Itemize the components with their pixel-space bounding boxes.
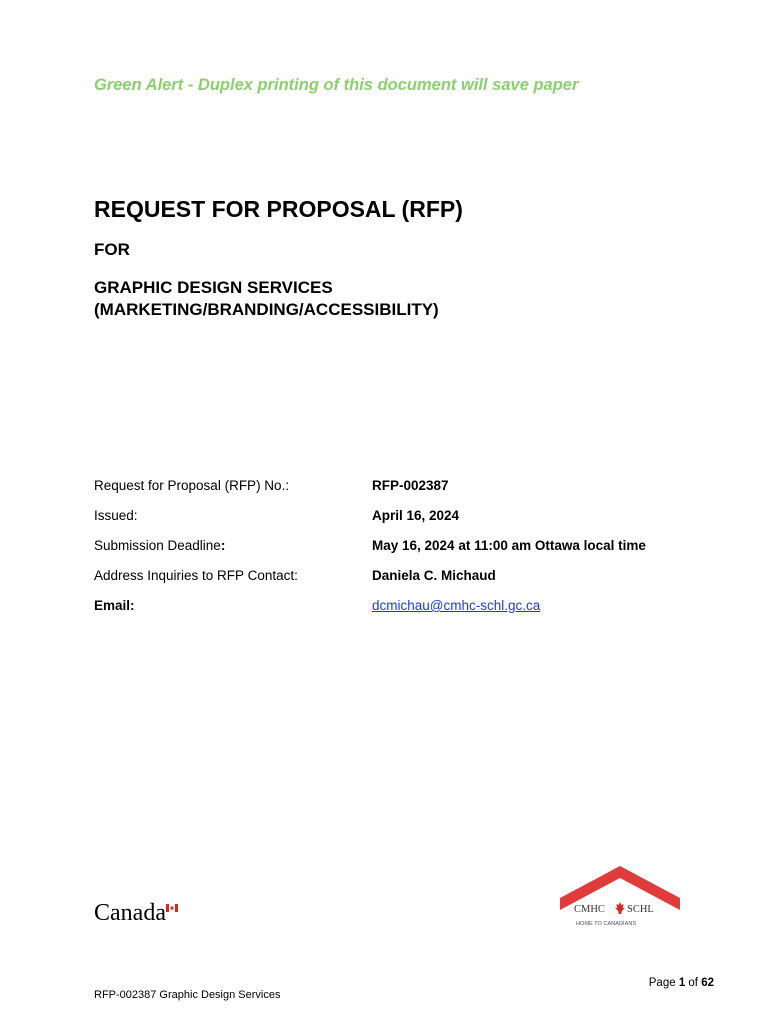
contact-row	[94, 568, 714, 598]
issued-value: April 16, 2024	[372, 508, 460, 523]
page-total: 62	[701, 977, 714, 989]
cmhc-tagline: HOME TO CANADIANS	[576, 921, 637, 927]
email-link[interactable]: dcmichau@cmhc-schl.gc.ca	[372, 598, 541, 613]
document-title: REQUEST FOR PROPOSAL (RFP)	[94, 196, 463, 222]
maple-leaf-icon	[615, 902, 625, 914]
schl-text: SCHL	[627, 904, 654, 915]
deadline-label-text: Submission Deadline	[94, 538, 221, 553]
canada-flag-icon	[166, 904, 178, 912]
deadline-label-colon: :	[220, 538, 226, 553]
subtitle-line-1: GRAPHIC DESIGN SERVICES	[94, 278, 333, 297]
email-label: Email:	[94, 598, 135, 613]
document-subtitle	[94, 277, 439, 321]
canada-wordmark-logo	[94, 900, 166, 927]
email-row	[94, 598, 714, 628]
cmhc-text: CMHC	[574, 904, 605, 915]
contact-label: Address Inquiries to RFP Contact:	[94, 568, 298, 583]
deadline-label	[94, 538, 372, 553]
cmhc-schl-logo	[558, 864, 682, 930]
canada-wordmark-text: Canada	[94, 900, 166, 926]
page-prefix: Page	[648, 977, 679, 989]
rfp-number-row	[94, 478, 714, 508]
contact-value: Daniela C. Michaud	[372, 568, 496, 583]
rfp-number-label: Request for Proposal (RFP) No.:	[94, 478, 290, 493]
green-alert-note: Green Alert - Duplex printing of this document will save paper	[94, 76, 579, 94]
page-current: 1	[678, 977, 686, 989]
document-for: FOR	[94, 240, 130, 259]
deadline-value: May 16, 2024 at 11:00 am Ottawa local time	[372, 538, 646, 553]
rfp-info-table	[94, 478, 714, 628]
page-separator: of	[685, 977, 702, 989]
page-number	[649, 977, 714, 989]
email-value	[372, 598, 540, 613]
footer-text: RFP-002387 Graphic Design Services	[94, 989, 281, 1001]
issued-row	[94, 508, 714, 538]
issued-label: Issued:	[94, 508, 138, 523]
rfp-number-value: RFP-002387	[372, 478, 449, 493]
deadline-row	[94, 538, 714, 568]
subtitle-line-2: (MARKETING/BRANDING/ACCESSIBILITY)	[94, 300, 439, 319]
